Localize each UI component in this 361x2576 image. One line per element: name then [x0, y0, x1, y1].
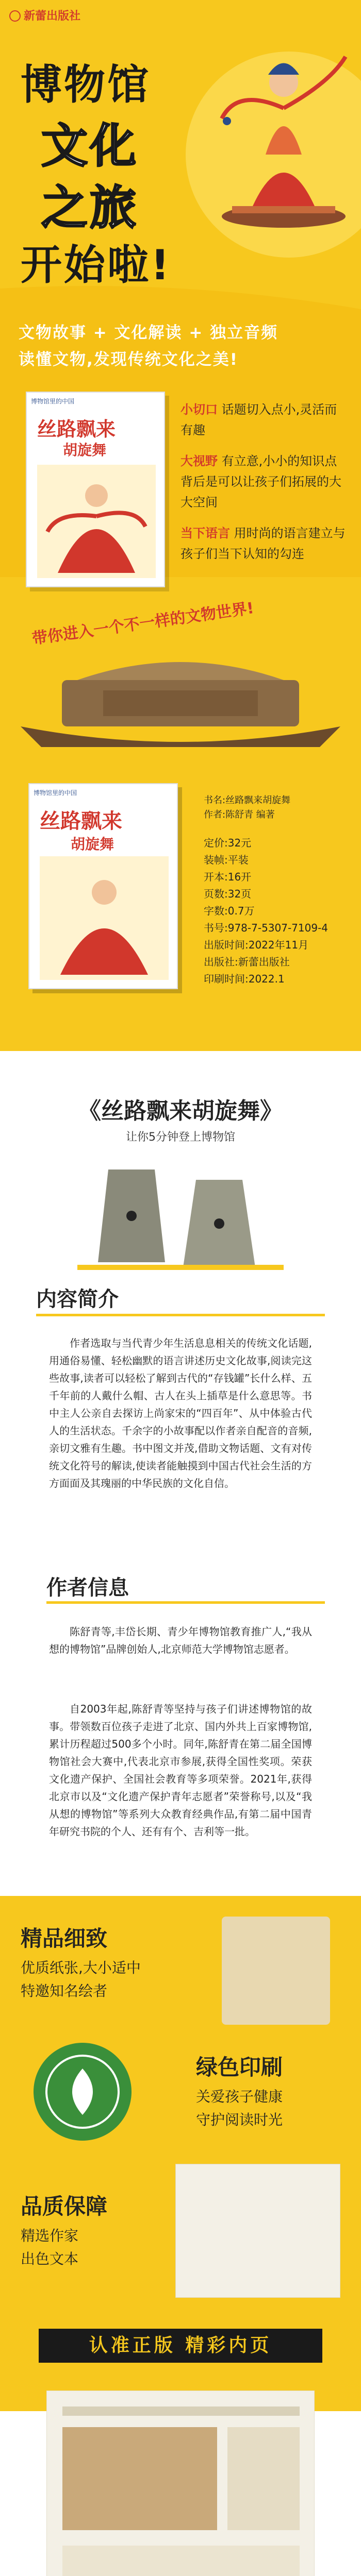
quality-3-text-a: 精选作家 [21, 2227, 79, 2244]
book1-title-main: 丝路飘来 [37, 417, 116, 440]
spec-isbn: 书号:978-7-5307-7109-4 [204, 922, 329, 934]
book2-illustration [40, 856, 169, 980]
intro-body: 作者选取与当代青少年生活息息相关的传统文化话题,用通俗易懂、轻松幽默的语言讲述历史文化故事,阅读完这些故事,读者可以轻松了解到古代的“存钱罐”长什么样、五千年前的人戴什么帽、古人在头上插草是什么意思等。书中主人公亲自去探访上尚家宋的“四百年”、从中体验古代人的生活状态。千余字的小故事配以作者亲自配音的音频,亲切文雅有生趣。书中图文并茂,借助文物话题、文有对传统文化符号的解读,使读者能触摸到中国古代社会生活的方方面面及其瑰丽的中华民族的文化自信。 [49, 1337, 312, 1489]
spec-publisher: 出版社:新蕾出版社 [204, 956, 290, 968]
book2-series: 博物馆里的中国 [34, 789, 77, 796]
quality-2-text-a: 关爱孩子健康 [196, 2088, 283, 2105]
intro-heading: 内容简介 [36, 1287, 119, 1311]
book2-title-sub: 胡旋舞 [71, 836, 114, 853]
feature-3 [180, 523, 346, 564]
feature-1-key: 小切口 [180, 402, 218, 417]
publisher-logo-text: 新蕾出版社 [24, 9, 81, 23]
spec-date: 出版时间:2022年11月 [204, 939, 309, 951]
feature-2-key: 大视野 [180, 454, 218, 468]
hero-tagline-1: 文物故事 + 文化解读 + 独立音频 [19, 324, 278, 342]
quality-2-text-b: 守护阅读时光 [196, 2111, 283, 2128]
book-cover-2 [28, 783, 178, 989]
feature-1 [180, 399, 346, 440]
spec-price: 定价:32元 [204, 837, 252, 849]
spec-list [204, 835, 328, 988]
artifact-illustration [0, 634, 361, 752]
green-print-badge-icon [31, 2040, 134, 2143]
page-preview-banner: 认准正版 精彩内页 [39, 2329, 322, 2363]
feature-2 [180, 451, 346, 513]
hero-title-line3: 之旅 [41, 181, 138, 235]
quality-2-heading: 绿色印刷 [196, 2055, 283, 2080]
quality-1-text-b: 特邀知名绘者 [21, 1982, 108, 1999]
calendar-title: 《丝路飘来胡旋舞》 [78, 1098, 283, 1124]
author-p2: 自2003年起,陈舒青等坚持与孩子们讲述博物馆的故事。带领数百位孩子走进了北京、国内外共上百家博物馆,累计历程超过500多个小时。同年,陈舒青在第二届全国博物馆社会大赛中,代表北京市参展,获得全国性奖项。荣获文化遗产保护、全国社会教育等多项荣誉。2021年,获得北京市以及“文化遗产保护青年志愿者”荣誉称号,以及“我从想的博物馆”等系列大众教育经典作品,有第二届中国青年研究书院的个人、还有有个、吉利等一批。 [49, 1703, 312, 1838]
hero-tagline-2: 读懂文物,发现传统文化之美! [19, 350, 238, 369]
hero-title-line2: 文化 [41, 119, 138, 173]
book1-illustration [37, 465, 156, 578]
quality-1-heading: 精品细致 [21, 1926, 108, 1951]
bells-illustration [77, 1159, 284, 1273]
author-p1: 陈舒青等,丰岱长期、青少年博物馆教育推广人,“我从想的博物馆”品牌创始人,北京师范大学博物馆志愿者。 [49, 1625, 312, 1655]
spec-printing: 印刷时间:2022.1 [204, 973, 285, 985]
feature-3-text: 用时尚的语言建立与孩子们当下认知的勾连 [180, 526, 346, 561]
quality-1-image [222, 1917, 330, 2025]
quality-3-text-b: 出色文本 [21, 2250, 79, 2267]
world-banner: 带你进入一个不一样的文物世界! [31, 599, 255, 648]
spec-pages: 页数:32页 [204, 888, 252, 900]
quality-3-heading: 品质保障 [21, 2194, 108, 2219]
feature-1-text: 话题切入点小,灵活而有趣 [180, 402, 337, 437]
book1-series: 博物馆里的中国 [31, 398, 75, 405]
book2-meta [204, 793, 290, 822]
spec-binding: 装帧:平装 [204, 854, 249, 866]
author-divider [46, 1601, 325, 1604]
feature-3-key: 当下语言 [180, 526, 230, 540]
quality-3-page-preview [175, 2164, 340, 2298]
logo-mark-icon [9, 10, 21, 22]
feature-2-text: 有立意,小小的知识点背后是可以让孩子们拓展的大大空间 [180, 454, 341, 510]
hero-title-line4: 开始啦! [21, 241, 172, 289]
book-cover-1 [26, 392, 165, 587]
intro-divider [36, 1314, 325, 1316]
publisher-logo [9, 7, 80, 23]
book2-title-main: 丝路飘来 [40, 809, 122, 833]
spec-format: 开本:16开 [204, 871, 252, 883]
hero-title-line1: 博物馆 [21, 61, 151, 109]
book2-top-1: 书名:丝路飘来胡旋舞 [204, 795, 291, 806]
calendar-subtitle: 让你5分钟登上博物馆 [126, 1131, 235, 1144]
book2-top-2: 作者:陈舒青 编著 [204, 809, 275, 820]
quality-1-text-a: 优质纸张,大小适中 [21, 1959, 141, 1976]
inner-page-1 [46, 2391, 315, 2576]
dancer-illustration [217, 26, 351, 232]
author-heading: 作者信息 [46, 1576, 129, 1600]
spec-size: 字数:0.7万 [204, 905, 255, 917]
book1-title-sub: 胡旋舞 [63, 442, 107, 459]
